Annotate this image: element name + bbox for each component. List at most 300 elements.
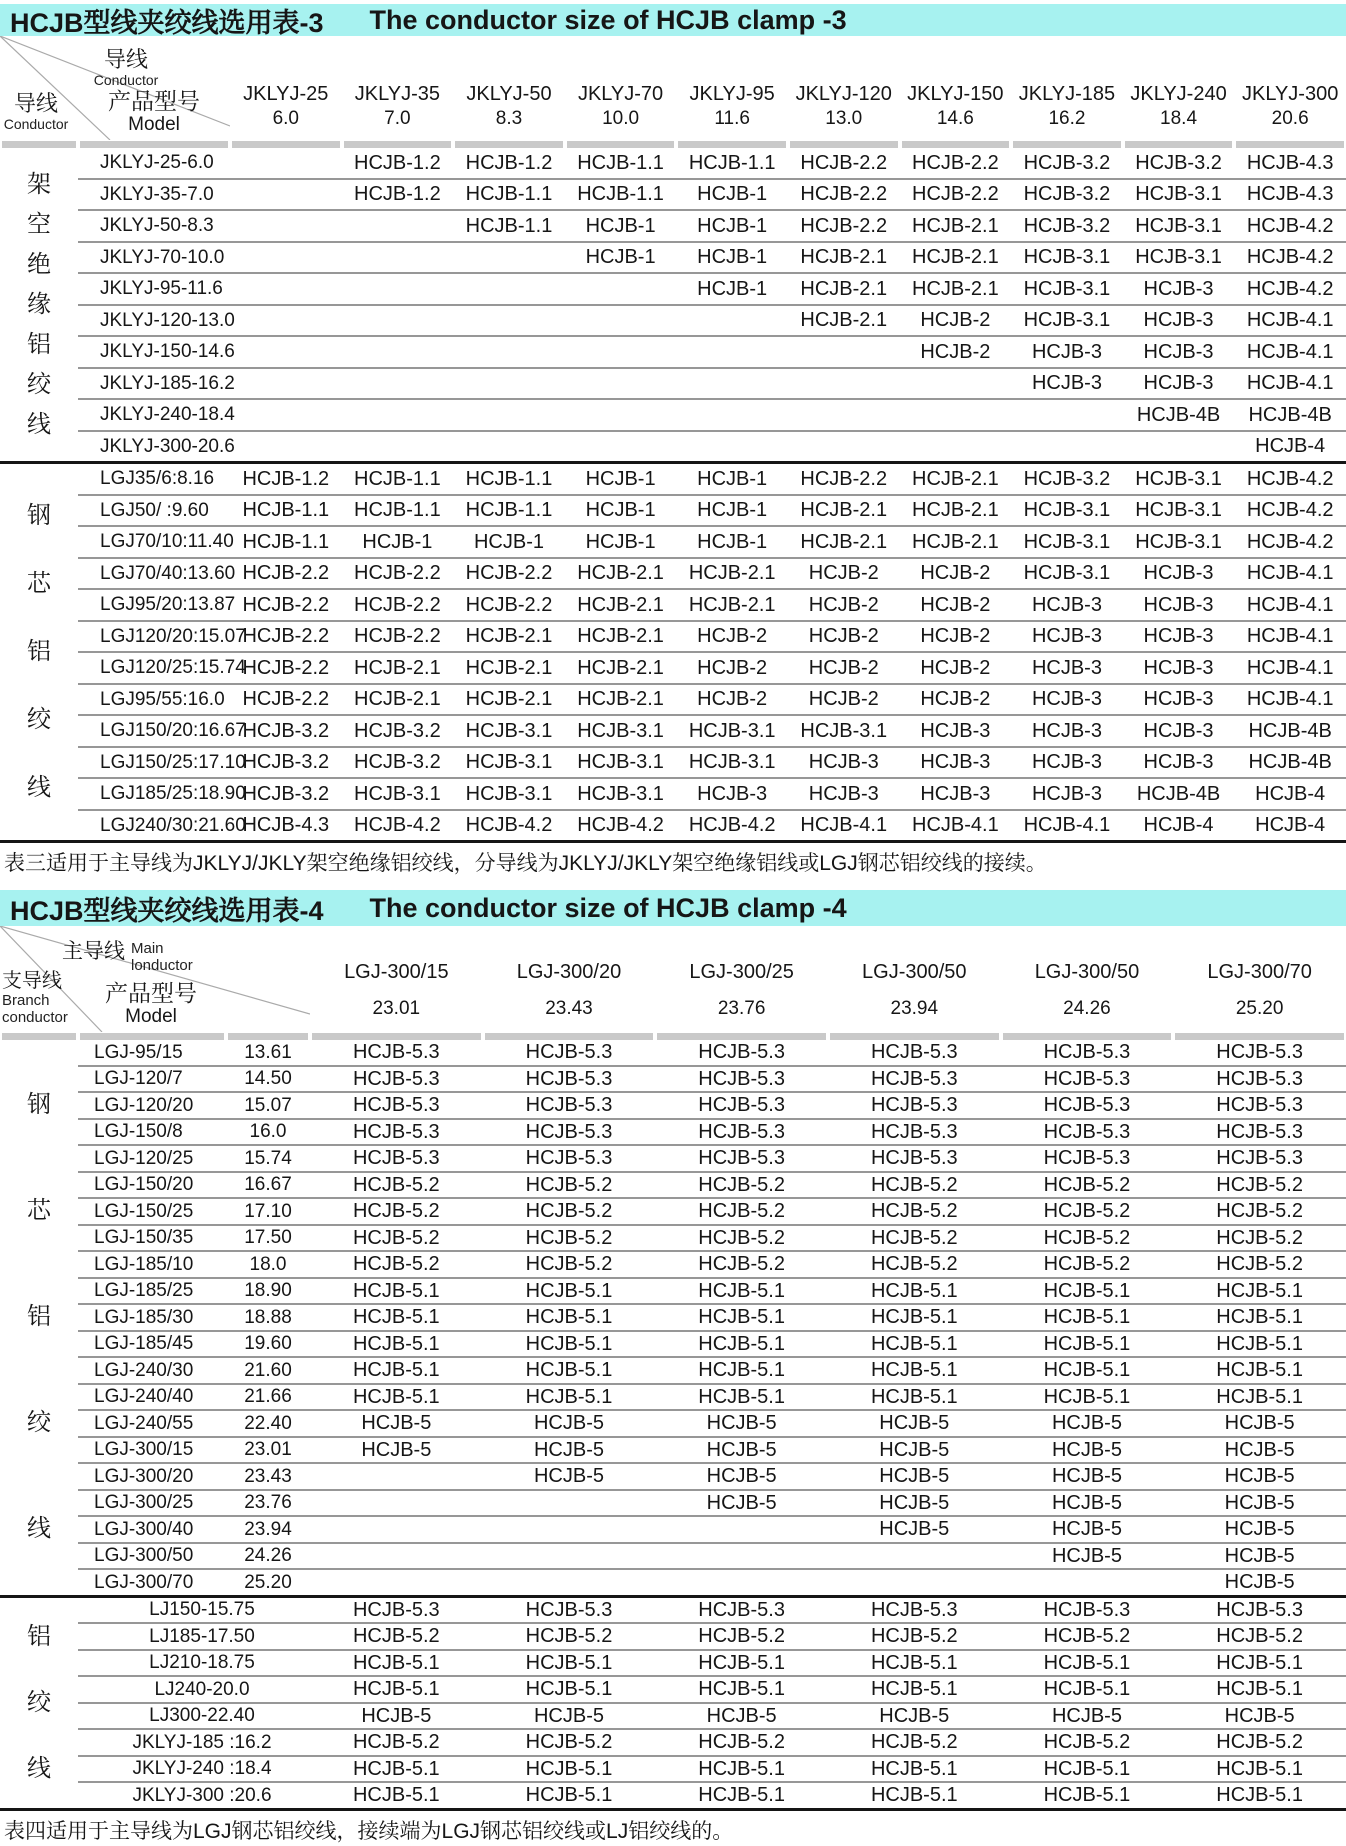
table-row [0,242,1346,274]
table-row [0,810,1346,842]
table-row [0,1543,1346,1570]
clamp-size-cell: HCJB-5.2 [1001,1729,1174,1756]
clamp-size-cell: HCJB-1 [676,210,788,242]
row-diameter: 18.88 [226,1304,310,1331]
clamp-size-cell: HCJB-5.1 [655,1650,828,1677]
clamp-size-cell [230,368,342,400]
corner-top-en: Conductor [93,72,159,89]
row-model: JKLYJ-240-18.4 [78,399,230,431]
table-row [0,1623,1346,1650]
clamp-size-cell: HCJB-5.2 [1001,1172,1174,1199]
clamp-size-cell: HCJB-5.2 [483,1729,656,1756]
clamp-size-cell: HCJB-5.1 [310,1650,483,1677]
clamp-size-cell: HCJB-5.1 [483,1676,656,1703]
row-model: LGJ-185/45 [78,1331,226,1358]
table-row [0,778,1346,810]
clamp-size-cell: HCJB-5.1 [1173,1650,1346,1677]
clamp-size-cell [676,305,788,337]
column-header: LGJ-300/15 23.01 [344,961,449,1020]
clamp-size-cell: HCJB-5.1 [1001,1756,1174,1783]
clamp-size-cell: HCJB-5.1 [655,1331,828,1358]
row-model: LGJ70/40:13.60 [78,558,230,590]
clamp-size-cell: HCJB-3.1 [1011,242,1123,274]
clamp-size-cell: HCJB-3.1 [1123,242,1235,274]
table-row [0,1357,1346,1384]
table-row [0,1729,1346,1756]
clamp-size-cell: HCJB-5.1 [828,1756,1001,1783]
clamp-size-cell: HCJB-1.2 [342,179,454,211]
table4-corner-cell [0,926,310,1032]
clamp-size-cell: HCJB-1.1 [565,148,677,179]
clamp-size-cell: HCJB-5.1 [828,1650,1001,1677]
table-row [0,1040,1346,1066]
clamp-size-cell: HCJB-5.2 [1001,1623,1174,1650]
clamp-size-cell [453,368,565,400]
clamp-size-cell [342,399,454,431]
clamp-size-cell: HCJB-3.1 [1123,495,1235,527]
table4 [0,926,1346,1811]
clamp-size-cell: HCJB-2.2 [788,179,900,211]
clamp-size-cell: HCJB-4.2 [1234,463,1346,495]
clamp-size-cell: HCJB-2 [900,305,1012,337]
clamp-size-cell: HCJB-2.1 [453,684,565,716]
clamp-size-cell: HCJB-5.1 [655,1756,828,1783]
corner-model-label [76,981,226,1028]
clamp-size-cell: HCJB-5 [1173,1516,1346,1543]
clamp-size-cell: HCJB-5.2 [1173,1729,1346,1756]
clamp-size-cell: HCJB-3 [1011,684,1123,716]
clamp-size-cell: HCJB-5.3 [655,1066,828,1093]
clamp-size-cell: HCJB-3.1 [565,715,677,747]
row-model: LGJ-240/55 [78,1410,226,1437]
row-model: LGJ-120/7 [78,1066,226,1093]
clamp-size-cell: HCJB-5 [310,1703,483,1730]
clamp-size-cell: HCJB-5.3 [310,1066,483,1093]
header-underline-band [0,140,1346,148]
clamp-size-cell: HCJB-5.3 [483,1145,656,1172]
row-model: LGJ-185/10 [78,1251,226,1278]
clamp-size-cell: HCJB-4.3 [230,810,342,842]
clamp-size-cell: HCJB-5.1 [1001,1650,1174,1677]
row-model: LGJ50/ :9.60 [78,495,230,527]
clamp-size-cell: HCJB-5.1 [828,1278,1001,1305]
clamp-size-cell: HCJB-5.2 [828,1172,1001,1199]
row-model: LJ185-17.50 [78,1623,310,1650]
row-model: LGJ185/25:18.90 [78,778,230,810]
clamp-size-cell: HCJB-5 [1001,1437,1174,1464]
row-diameter: 23.43 [226,1463,310,1490]
clamp-size-cell: HCJB-4.1 [1234,368,1346,400]
row-model: JKLYJ-185 :16.2 [78,1729,310,1756]
clamp-size-cell: HCJB-3 [1011,621,1123,653]
row-model: JKLYJ-120-13.0 [78,305,230,337]
row-model: LGJ-300/20 [78,1463,226,1490]
clamp-size-cell: HCJB-2.2 [342,558,454,590]
clamp-size-cell: HCJB-3 [1123,747,1235,779]
column-header: JKLYJ-240 18.4 [1130,83,1227,129]
clamp-size-cell: HCJB-5 [1001,1463,1174,1490]
clamp-size-cell: HCJB-1.1 [230,495,342,527]
clamp-size-cell: HCJB-2 [676,652,788,684]
row-model: LGJ-120/20 [78,1092,226,1119]
corner-model-zh: 产品型号 [108,87,200,114]
table-row [0,1251,1346,1278]
table4-title-en: The conductor size of HCJB clamp -4 [369,892,847,923]
clamp-size-cell: HCJB-5.2 [310,1623,483,1650]
clamp-size-cell: HCJB-5.1 [1001,1357,1174,1384]
row-diameter: 13.61 [226,1040,310,1066]
row-group-label: 钢 芯 铝 绞 线 [0,1040,78,1596]
clamp-size-cell: HCJB-5 [655,1437,828,1464]
row-diameter: 14.50 [226,1066,310,1093]
table4-footnote: 表四适用于主导线为LGJ钢芯铝绞线，接续端为LGJ钢芯铝绞线或LJ铝绞线的。 [4,1819,734,1843]
clamp-size-cell [1011,431,1123,463]
clamp-size-cell: HCJB-5.3 [1001,1092,1174,1119]
clamp-size-cell: HCJB-2.1 [565,652,677,684]
clamp-size-cell: HCJB-4.1 [1234,589,1346,621]
clamp-size-cell [342,210,454,242]
clamp-size-cell: HCJB-3 [1123,273,1235,305]
column-header: JKLYJ-150 14.6 [907,83,1004,129]
clamp-size-cell: HCJB-5.3 [1173,1596,1346,1623]
row-diameter: 24.26 [226,1543,310,1570]
corner-model-zh: 产品型号 [105,980,197,1007]
clamp-size-cell: HCJB-5.1 [828,1782,1001,1809]
clamp-size-cell [230,336,342,368]
column-header: LGJ-300/50 23.94 [862,961,967,1020]
row-model: LGJ-150/25 [78,1198,226,1225]
clamp-size-cell: HCJB-5.1 [310,1357,483,1384]
clamp-size-cell [230,273,342,305]
table-row [0,1650,1346,1677]
clamp-size-cell: HCJB-5 [1173,1490,1346,1517]
clamp-size-cell: HCJB-5.3 [483,1066,656,1093]
clamp-size-cell: HCJB-3 [1011,747,1123,779]
row-model: LGJ35/6:8.16 [78,463,230,495]
table-row [0,652,1346,684]
clamp-size-cell: HCJB-2.1 [900,242,1012,274]
clamp-size-cell: HCJB-3.2 [1011,148,1123,179]
clamp-size-cell [453,431,565,463]
clamp-size-cell: HCJB-4 [1234,431,1346,463]
clamp-size-cell: HCJB-4.1 [900,810,1012,842]
clamp-size-cell: HCJB-1 [676,242,788,274]
row-group-label: 架 空 绝 缘 铝 绞 线 [0,148,78,463]
column-header: LGJ-300/20 23.43 [516,961,622,1020]
clamp-size-cell: HCJB-5 [310,1437,483,1464]
corner-conductor-top-label [78,48,174,88]
row-model: LGJ-240/40 [78,1384,226,1411]
row-diameter: 25.20 [226,1569,310,1596]
clamp-size-cell [453,242,565,274]
row-group-label: 铝 绞 线 [0,1596,78,1809]
table-row [0,621,1346,653]
clamp-size-cell: HCJB-3.1 [342,778,454,810]
clamp-size-cell [788,399,900,431]
table4-title-zh: HCJB型线夹绞线选用表-4 [10,895,324,926]
column-header: JKLYJ-120 13.0 [795,83,892,129]
clamp-size-cell: HCJB-5.2 [655,1172,828,1199]
clamp-size-cell: HCJB-2.1 [900,210,1012,242]
corner-main-conductor-label [62,940,212,975]
clamp-size-cell: HCJB-5.3 [310,1145,483,1172]
row-diameter: 17.10 [226,1198,310,1225]
clamp-size-cell [1001,1569,1174,1596]
clamp-size-cell: HCJB-4B [1123,778,1235,810]
clamp-size-cell: HCJB-5 [483,1437,656,1464]
clamp-size-cell: HCJB-5.1 [483,1357,656,1384]
row-model: LGJ240/30:21.60 [78,810,230,842]
clamp-size-cell: HCJB-5.2 [1173,1251,1346,1278]
clamp-size-cell: HCJB-3.1 [788,715,900,747]
clamp-size-cell: HCJB-5 [655,1703,828,1730]
clamp-size-cell [342,242,454,274]
clamp-size-cell: HCJB-4B [1234,399,1346,431]
clamp-size-cell: HCJB-5.3 [483,1040,656,1066]
clamp-size-cell: HCJB-1.1 [453,179,565,211]
clamp-size-cell [565,368,677,400]
clamp-size-cell [230,210,342,242]
clamp-size-cell: HCJB-5 [828,1490,1001,1517]
table-row [0,368,1346,400]
clamp-size-cell: HCJB-2.1 [900,273,1012,305]
table-row [0,1278,1346,1305]
clamp-size-cell: HCJB-5.2 [1001,1198,1174,1225]
clamp-size-cell [565,431,677,463]
table-row [0,1384,1346,1411]
clamp-size-cell: HCJB-5.2 [655,1198,828,1225]
clamp-size-cell: HCJB-2.1 [453,621,565,653]
table-row [0,1782,1346,1809]
corner-top-zh: 主导线 [62,940,125,964]
clamp-size-cell: HCJB-4.1 [1234,621,1346,653]
clamp-size-cell: HCJB-3 [1011,336,1123,368]
clamp-size-cell: HCJB-5.2 [828,1729,1001,1756]
clamp-size-cell: HCJB-2.1 [788,305,900,337]
clamp-size-cell: HCJB-5.1 [310,1384,483,1411]
corner-model-en: Model [128,114,180,136]
row-model: JKLYJ-50-8.3 [78,210,230,242]
clamp-size-cell [788,368,900,400]
clamp-size-cell: HCJB-4B [1234,715,1346,747]
clamp-size-cell: HCJB-2.2 [453,558,565,590]
clamp-size-cell: HCJB-3.1 [1123,463,1235,495]
clamp-size-cell: HCJB-5.2 [1173,1172,1346,1199]
clamp-size-cell: HCJB-4.1 [1234,558,1346,590]
table-row [0,1304,1346,1331]
table-row [0,305,1346,337]
clamp-size-cell: HCJB-5 [1173,1463,1346,1490]
clamp-size-cell: HCJB-5.2 [483,1225,656,1252]
row-model: LGJ-185/30 [78,1304,226,1331]
clamp-size-cell: HCJB-3 [900,778,1012,810]
clamp-size-cell: HCJB-2.2 [230,652,342,684]
clamp-size-cell: HCJB-3.1 [676,715,788,747]
clamp-size-cell: HCJB-5.3 [1001,1596,1174,1623]
clamp-size-cell: HCJB-2 [900,589,1012,621]
row-model: LGJ-150/35 [78,1225,226,1252]
clamp-size-cell: HCJB-5.1 [1001,1278,1174,1305]
table-row [0,1516,1346,1543]
row-diameter: 15.07 [226,1092,310,1119]
table-row [0,1490,1346,1517]
table-row [0,715,1346,747]
clamp-size-cell: HCJB-4.2 [1234,242,1346,274]
column-header: JKLYJ-95 11.6 [689,83,775,129]
clamp-size-cell: HCJB-5.1 [655,1782,828,1809]
clamp-size-cell: HCJB-3.1 [1011,558,1123,590]
table-row [0,1463,1346,1490]
clamp-size-cell: HCJB-5.3 [1001,1119,1174,1146]
table-row [0,336,1346,368]
clamp-size-cell [900,368,1012,400]
clamp-size-cell: HCJB-5.3 [310,1596,483,1623]
clamp-size-cell: HCJB-3.2 [1123,148,1235,179]
clamp-size-cell: HCJB-5.1 [1001,1676,1174,1703]
clamp-size-cell: HCJB-5.2 [828,1251,1001,1278]
clamp-size-cell: HCJB-2 [788,652,900,684]
clamp-size-cell: HCJB-5.3 [828,1596,1001,1623]
row-model: LGJ-240/30 [78,1357,226,1384]
clamp-size-cell: HCJB-5 [655,1463,828,1490]
clamp-size-cell: HCJB-5 [828,1516,1001,1543]
clamp-size-cell: HCJB-3 [788,747,900,779]
clamp-size-cell: HCJB-4.3 [1234,148,1346,179]
clamp-size-cell: HCJB-5.2 [310,1198,483,1225]
clamp-size-cell: HCJB-5.1 [310,1782,483,1809]
clamp-size-cell: HCJB-5 [1173,1703,1346,1730]
table-row [0,1410,1346,1437]
clamp-size-cell [230,305,342,337]
clamp-size-cell: HCJB-5.3 [310,1119,483,1146]
clamp-size-cell: HCJB-3.2 [1011,179,1123,211]
clamp-size-cell: HCJB-1 [565,242,677,274]
column-header: JKLYJ-185 16.2 [1018,83,1116,129]
clamp-size-cell: HCJB-4B [1234,747,1346,779]
clamp-size-cell [453,305,565,337]
clamp-size-cell: HCJB-5.2 [483,1251,656,1278]
clamp-size-cell: HCJB-5.1 [1173,1278,1346,1305]
row-model: JKLYJ-185-16.2 [78,368,230,400]
column-header: LGJ-300/50 24.26 [1034,961,1140,1020]
row-model: LGJ-95/15 [78,1040,226,1066]
clamp-size-cell [453,336,565,368]
corner-model-en: Model [125,1006,177,1028]
clamp-size-cell: HCJB-5.1 [483,1782,656,1809]
row-model: LGJ120/25:15.74 [78,652,230,684]
clamp-size-cell: HCJB-4.1 [1234,652,1346,684]
clamp-size-cell: HCJB-1 [565,495,677,527]
row-diameter: 23.01 [226,1437,310,1464]
clamp-size-cell: HCJB-4 [1234,778,1346,810]
row-diameter: 23.76 [226,1490,310,1517]
table3-corner-cell [0,36,230,140]
clamp-size-cell: HCJB-2 [900,684,1012,716]
clamp-size-cell: HCJB-2.1 [788,242,900,274]
clamp-size-cell: HCJB-5.1 [310,1304,483,1331]
clamp-size-cell: HCJB-1.1 [342,495,454,527]
clamp-size-cell: HCJB-5 [310,1410,483,1437]
clamp-size-cell: HCJB-5.1 [1173,1331,1346,1358]
clamp-size-cell: HCJB-5.3 [483,1596,656,1623]
row-model: JKLYJ-70-10.0 [78,242,230,274]
row-model: JKLYJ-240 :18.4 [78,1756,310,1783]
table-row [0,1172,1346,1199]
clamp-size-cell: HCJB-5 [1173,1569,1346,1596]
clamp-size-cell [342,273,454,305]
clamp-size-cell: HCJB-2.1 [788,526,900,558]
clamp-size-cell: HCJB-5.1 [828,1331,1001,1358]
clamp-size-cell: HCJB-3 [788,778,900,810]
clamp-size-cell: HCJB-5.1 [1173,1782,1346,1809]
clamp-size-cell: HCJB-4.2 [1234,273,1346,305]
table-row [0,495,1346,527]
row-model: JKLYJ-35-7.0 [78,179,230,211]
clamp-size-cell [900,399,1012,431]
clamp-size-cell: HCJB-4 [1234,810,1346,842]
clamp-size-cell: HCJB-5.1 [483,1384,656,1411]
clamp-size-cell: HCJB-5.3 [1001,1040,1174,1066]
row-diameter: 16.67 [226,1172,310,1199]
clamp-size-cell: HCJB-5.1 [1001,1782,1174,1809]
clamp-size-cell: HCJB-5.2 [1001,1251,1174,1278]
clamp-size-cell: HCJB-3.2 [230,778,342,810]
row-diameter: 21.66 [226,1384,310,1411]
clamp-size-cell: HCJB-5.1 [1173,1676,1346,1703]
clamp-size-cell: HCJB-3.1 [453,715,565,747]
table-row [0,431,1346,463]
clamp-size-cell: HCJB-5.1 [655,1384,828,1411]
clamp-size-cell: HCJB-3 [1123,715,1235,747]
clamp-size-cell: HCJB-2 [788,621,900,653]
clamp-size-cell: HCJB-5.2 [828,1623,1001,1650]
clamp-size-cell: HCJB-5.3 [310,1040,483,1066]
clamp-size-cell: HCJB-5.1 [1173,1384,1346,1411]
clamp-size-cell: HCJB-1.1 [453,495,565,527]
clamp-size-cell: HCJB-5.2 [310,1225,483,1252]
clamp-size-cell: HCJB-3.2 [230,747,342,779]
clamp-size-cell: HCJB-3.1 [1011,495,1123,527]
clamp-size-cell: HCJB-2 [788,558,900,590]
clamp-size-cell [310,1490,483,1517]
table-row [0,179,1346,211]
clamp-size-cell: HCJB-5.1 [828,1304,1001,1331]
column-header: JKLYJ-35 7.0 [354,83,440,129]
clamp-size-cell [310,1569,483,1596]
clamp-size-cell: HCJB-2.1 [788,273,900,305]
clamp-size-cell [342,368,454,400]
clamp-size-cell [310,1543,483,1570]
clamp-size-cell: HCJB-4.2 [565,810,677,842]
clamp-size-cell: HCJB-3.1 [1123,210,1235,242]
clamp-size-cell: HCJB-5.2 [655,1251,828,1278]
table3-title-zh: HCJB型线夹绞线选用表-3 [10,7,324,38]
clamp-size-cell: HCJB-5.1 [828,1384,1001,1411]
clamp-size-cell: HCJB-5.3 [310,1092,483,1119]
column-header: JKLYJ-25 6.0 [243,83,329,129]
clamp-size-cell: HCJB-5.3 [1173,1092,1346,1119]
clamp-size-cell: HCJB-4.1 [1234,305,1346,337]
clamp-size-cell: HCJB-2.1 [900,526,1012,558]
clamp-size-cell [230,399,342,431]
row-model: LGJ-300/25 [78,1490,226,1517]
clamp-size-cell: HCJB-5.3 [1173,1119,1346,1146]
clamp-size-cell: HCJB-5.1 [828,1676,1001,1703]
corner-left-en-line1: Branch [2,991,50,1009]
clamp-size-cell: HCJB-1 [676,273,788,305]
clamp-size-cell: HCJB-5.2 [655,1225,828,1252]
clamp-size-cell: HCJB-5 [1173,1437,1346,1464]
